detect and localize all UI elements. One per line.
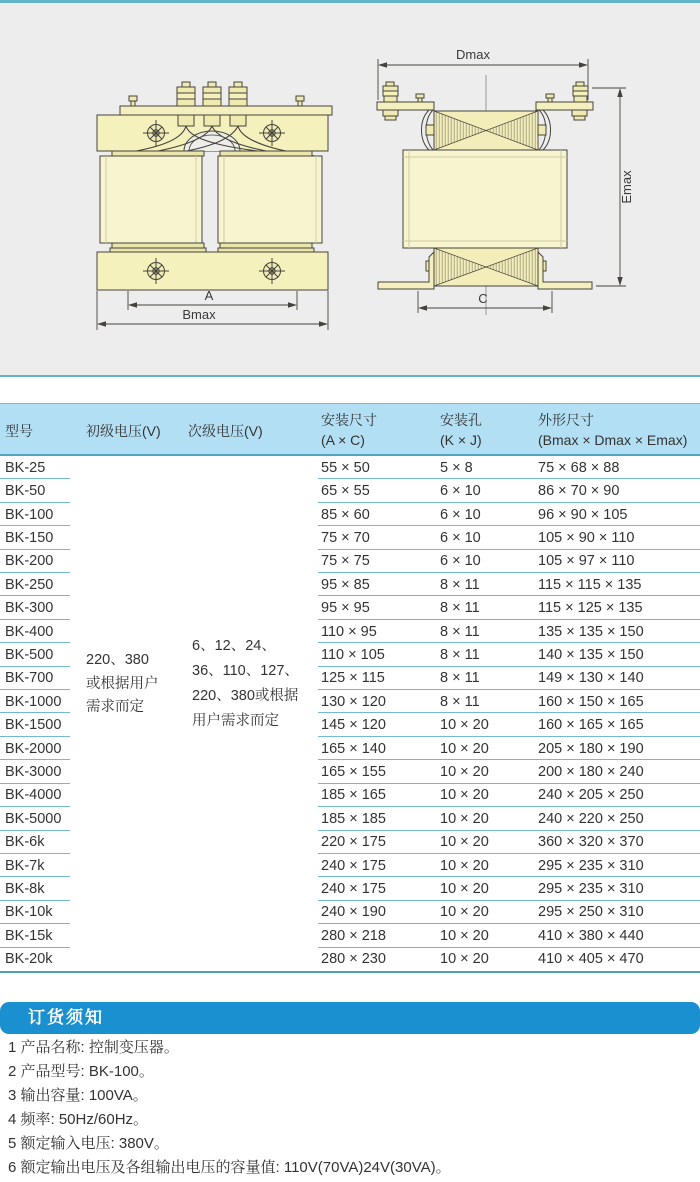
outline-cell: 410 × 380 × 440 [538,927,644,944]
model-cell: BK-200 [5,553,54,570]
model-cell: BK-7k [5,857,45,874]
model-cell: BK-10k [5,904,53,921]
table-row [0,924,700,947]
outline-cell: 410 × 405 × 470 [538,951,644,968]
outline-cell: 295 × 235 × 310 [538,881,644,898]
hole-cell: 6 × 10 [440,529,481,546]
primary-voltage-line: 需求而定 [86,699,144,715]
outline-cell: 200 × 180 × 240 [538,763,644,780]
hole-cell: 8 × 11 [440,646,480,663]
outline-cell: 86 × 70 × 90 [538,483,620,500]
model-cell: BK-8k [5,881,45,898]
hole-cell: 6 × 10 [440,506,481,523]
outline-cell: 160 × 165 × 165 [538,717,644,734]
mount-cell: 165 × 155 [321,763,386,780]
table-row [0,456,700,479]
table-row [0,831,700,854]
hole-cell: 10 × 20 [440,763,489,780]
dim-label-a: A [204,288,214,303]
transformer-drawing [0,3,700,375]
hole-cell: 10 × 20 [440,951,489,968]
hole-cell: 8 × 11 [440,693,480,710]
header-cell-model: 型号 [5,423,33,439]
hole-cell: 10 × 20 [440,881,489,898]
outline-cell: 115 × 125 × 135 [538,600,643,617]
outline-cell: 295 × 250 × 310 [538,904,644,921]
model-cell: BK-5000 [5,810,62,827]
header-cell-primary-voltage: 初级电压(V) [86,423,161,439]
order-notice-bar [0,1002,700,1034]
hole-cell: 10 × 20 [440,717,489,734]
table-row [0,620,700,643]
header-cell-mount-size-sub: (A × C) [321,432,365,448]
hole-cell: 10 × 20 [440,740,489,757]
model-cell: BK-250 [5,576,54,593]
hole-cell: 8 × 11 [440,576,480,593]
outline-cell: 160 × 150 × 165 [538,693,644,710]
hole-cell: 10 × 20 [440,810,489,827]
outline-cell: 135 × 135 × 150 [538,623,644,640]
outline-cell: 105 × 90 × 110 [538,529,635,546]
drawing-panel [0,0,700,377]
model-cell: BK-500 [5,646,54,663]
outline-cell: 140 × 135 × 150 [538,646,644,663]
secondary-voltage-merged-cell [192,634,299,734]
mount-cell: 280 × 230 [321,951,386,968]
model-cell: BK-15k [5,927,53,944]
mount-cell: 240 × 175 [321,881,386,898]
model-cell: BK-25 [5,459,46,476]
hole-cell: 10 × 20 [440,857,489,874]
hole-cell: 6 × 10 [440,553,481,570]
hole-cell: 8 × 11 [440,623,480,640]
model-cell: BK-20k [5,951,53,968]
outline-cell: 240 × 205 × 250 [538,787,644,804]
mount-cell: 55 × 50 [321,459,370,476]
hole-cell: 6 × 10 [440,483,481,500]
outline-cell: 96 × 90 × 105 [538,506,628,523]
hole-cell: 5 × 8 [440,459,473,476]
note-line: 5 额定输入电压: 380V。 [8,1135,169,1152]
outline-cell: 205 × 180 × 190 [538,740,644,757]
hole-cell: 10 × 20 [440,927,489,944]
model-cell: BK-2000 [5,740,62,757]
mount-cell: 75 × 70 [321,529,370,546]
outline-cell: 149 × 130 × 140 [538,670,644,687]
mount-cell: 110 × 95 [321,623,377,640]
mount-cell: 85 × 60 [321,506,370,523]
mount-cell: 240 × 190 [321,904,386,921]
model-cell: BK-1000 [5,693,62,710]
hole-cell: 10 × 20 [440,787,489,804]
dimension-dmax [378,59,588,100]
notes-list [8,1036,451,1180]
table-row [0,503,700,526]
mount-cell: 125 × 115 [321,670,385,687]
hole-cell: 8 × 11 [440,600,480,617]
outline-cell: 360 × 320 × 370 [538,834,644,851]
plate-screw-icon [416,94,554,102]
hole-cell: 8 × 11 [440,670,480,687]
outline-cell: 240 × 220 × 250 [538,810,644,827]
table-row [0,596,700,619]
order-notice-title: 订货须知 [28,1008,104,1027]
mount-cell: 185 × 185 [321,810,386,827]
table-row [0,854,700,877]
secondary-voltage-line: 220、380或根据 [192,688,299,704]
mount-cell: 95 × 85 [321,576,370,593]
header-cell-outline-size: 外形尺寸 [538,412,594,428]
side-view-drawing [377,47,634,315]
hole-cell: 10 × 20 [440,834,489,851]
model-cell: BK-50 [5,483,46,500]
model-cell: BK-6k [5,834,45,851]
mount-cell: 145 × 120 [321,717,386,734]
model-cell: BK-150 [5,529,54,546]
mount-cell: 165 × 140 [321,740,386,757]
mount-cell: 75 × 75 [321,553,370,570]
header-cell-mount-size: 安装尺寸 [321,412,377,428]
model-cell: BK-100 [5,506,54,523]
mount-cell: 220 × 175 [321,834,386,851]
model-cell: BK-300 [5,600,54,617]
table-row [0,526,700,549]
secondary-voltage-line: 用户需求而定 [192,713,279,729]
mount-cell: 185 × 165 [321,787,386,804]
note-line: 6 额定输出电压及各组输出电压的容量值: 110V(70VA)24V(30VA)。 [8,1159,451,1176]
outline-cell: 295 × 235 × 310 [538,857,644,874]
primary-voltage-line: 或根据用户 [86,675,159,692]
mount-cell: 110 × 105 [321,646,385,663]
outline-cell: 115 × 115 × 135 [538,576,642,593]
model-cell: BK-1500 [5,717,62,734]
mount-cell: 65 × 55 [321,483,370,500]
mount-cell: 95 × 95 [321,600,370,617]
table-row [0,573,700,596]
table-row [0,948,700,971]
note-line: 2 产品型号: BK-100。 [8,1063,154,1080]
table-row [0,784,700,807]
table-row [0,901,700,924]
outline-cell: 105 × 97 × 110 [538,553,635,570]
table-row [0,877,700,900]
note-line: 3 输出容量: 100VA。 [8,1087,148,1104]
dim-label-dmax: Dmax [456,47,490,62]
model-cell: BK-4000 [5,787,62,804]
secondary-voltage-line: 6、12、24、 [192,638,276,654]
table-row [0,479,700,502]
table-row [0,760,700,783]
table-row [0,550,700,573]
primary-voltage-merged-cell [86,649,159,720]
dim-label-c: C [478,291,488,306]
header-cell-secondary-voltage: 次级电压(V) [188,423,263,439]
spec-table [0,403,700,973]
primary-voltage-line: 220、380 [86,652,149,668]
header-cell-mount-hole: 安装孔 [440,412,482,428]
table-header [0,403,700,456]
model-cell: BK-400 [5,623,54,640]
header-cell-outline-size-sub: (Bmax × Dmax × Emax) [538,432,688,448]
terminal-bolt-icon [383,82,588,102]
front-view-drawing [97,82,332,330]
note-line: 4 频率: 50Hz/60Hz。 [8,1111,149,1128]
model-cell: BK-700 [5,670,54,687]
dim-label-emax: Emax [619,170,634,204]
secondary-voltage-line: 36、110、127、 [192,663,299,679]
table-row [0,807,700,830]
dim-label-bmax: Bmax [182,307,216,322]
mount-cell: 240 × 175 [321,857,386,874]
table-row [0,737,700,760]
header-cell-mount-hole-sub: (K × J) [440,432,482,448]
note-line: 1 产品名称: 控制变压器。 [8,1039,179,1056]
mount-cell: 280 × 218 [321,927,386,944]
terminal-bolt-icon [177,82,247,126]
outline-cell: 75 × 68 × 88 [538,459,620,476]
hole-cell: 10 × 20 [440,904,489,921]
mount-cell: 130 × 120 [321,693,386,710]
model-cell: BK-3000 [5,763,62,780]
